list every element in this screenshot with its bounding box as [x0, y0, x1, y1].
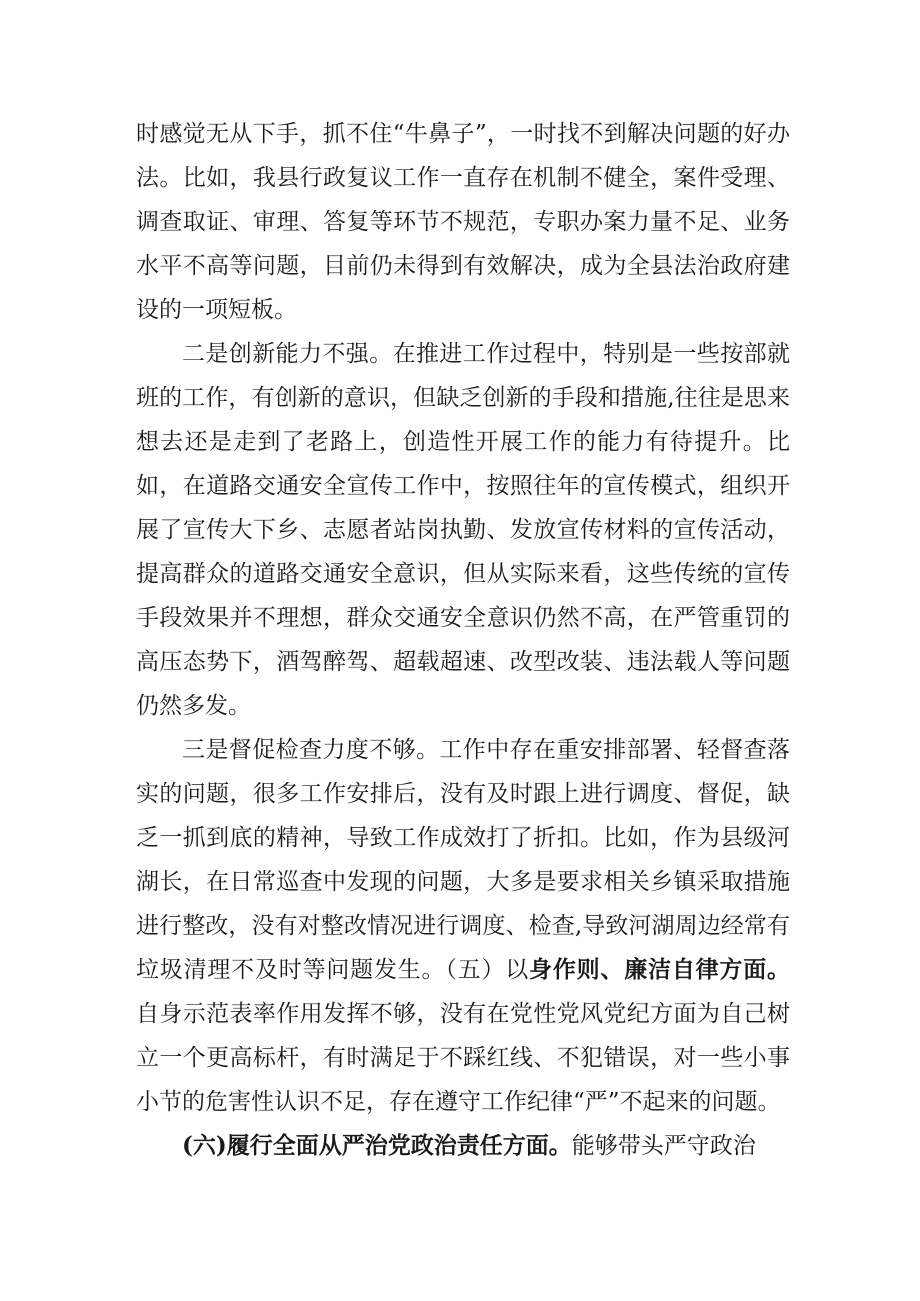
paragraph-text: 自身示范表率作用发挥不够，没有在党性党风党纪方面为自己树立一个更高标杆，有时满足于不踩红线、不犯错误，对一些小事小节的危害性认识不足，存在遵守工作纪律“严”不起来的问题。 — [136, 1001, 790, 1115]
paragraph-text: 能够带头严守政治 — [571, 1133, 756, 1159]
paragraph-supervision — [136, 728, 790, 1124]
paragraph-text: 三是督促检查力度不够。工作中存在重安排部署、轻督查落实的问题，很多工作安排后，没有及时跟上进行调度、督促，缺乏一抓到底的精神，导致工作成效打了折扣。比如，作为县级河湖长，在日常巡查中发现的问题，大多是要求相关乡镇采取措施进行整改，没有对整改情况进行调度、检查,导致河湖周边经常有垃圾清理不及时等问题发生。（五）以 — [136, 737, 790, 983]
paragraph-innovation — [136, 332, 790, 728]
document-body — [136, 112, 790, 1168]
paragraph-text: 二是创新能力不强。在推进工作过程中，特别是一些按部就班的工作，有创新的意识，但缺乏创新的手段和措施,往往是思来想去还是走到了老路上，创造性开展工作的能力有待提升。比如，在道路交通安全宣传工作中，按照往年的宣传模式，组织开展了宣传大下乡、志愿者站岗执勤、发放宣传材料的宣传活动，提高群众的道路交通安全意识，但从实际来看，这些传统的宣传手段效果并不理想，群众交通安全意识仍然不高，在严管重罚的高压态势下，酒驾醉驾、超载超速、改型改装、违法载人等问题仍然多发。 — [136, 341, 790, 719]
paragraph-text: 时感觉无从下手，抓不住“牛鼻子”，一时找不到解决问题的好办法。比如，我县行政复议工作一直存在机制不健全，案件受理、调查取证、审理、答复等环节不规范，专职办案力量不足、业务水平不高等问题，目前仍未得到有效解决，成为全县法治政府建设的一项短板。 — [136, 121, 790, 323]
section-heading-inline: 身作则、廉洁自律方面。 — [529, 956, 791, 983]
section-heading: (六)履行全面从严治党政治责任方面。 — [182, 1132, 572, 1159]
paragraph-continuation — [136, 112, 790, 332]
paragraph-section-six — [136, 1124, 790, 1168]
